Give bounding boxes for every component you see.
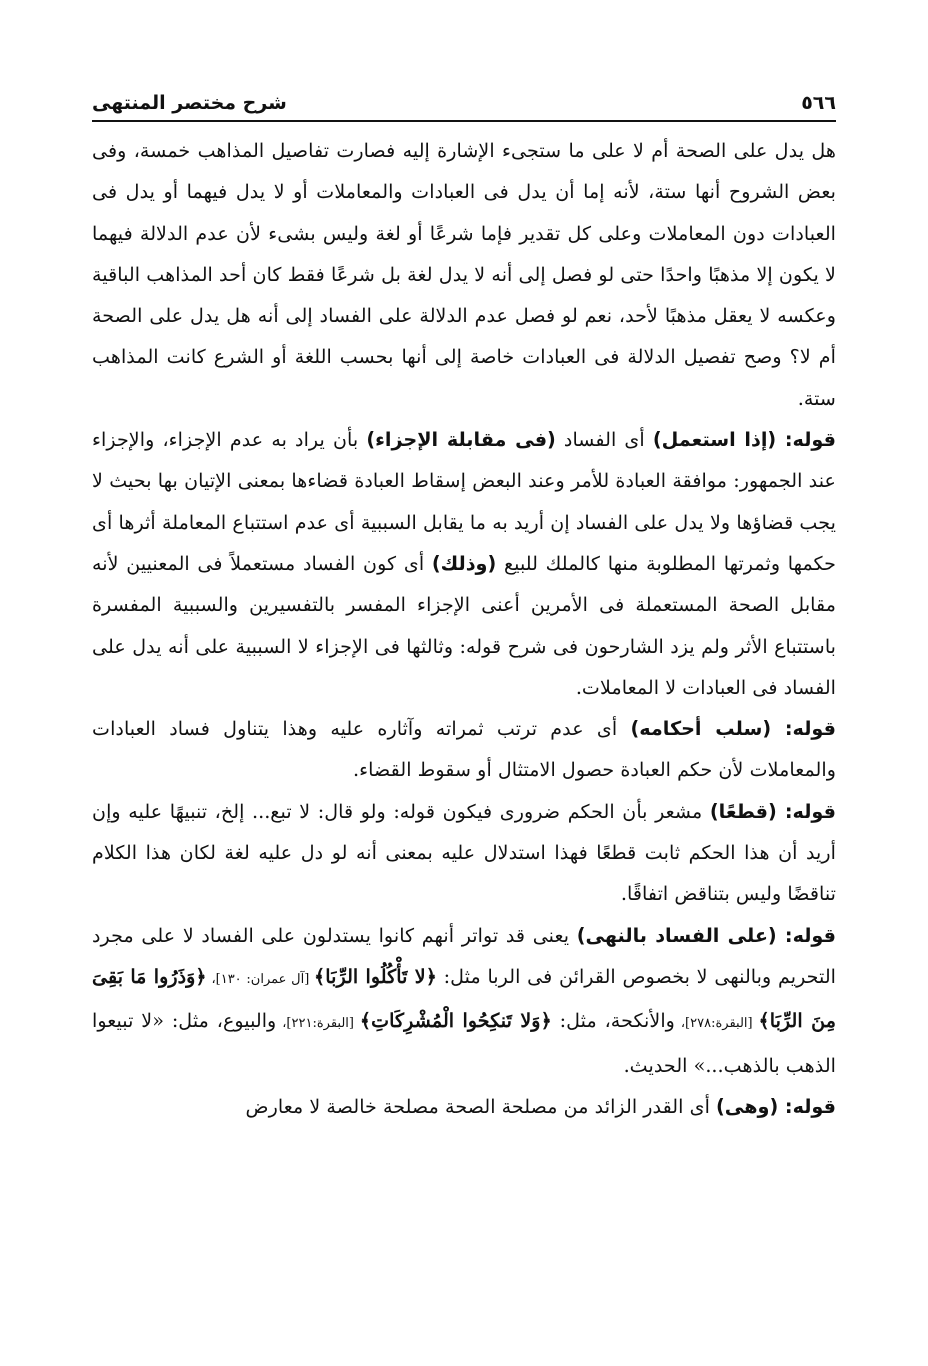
commentary-lemma: قوله: (على الفساد بالنهى) <box>576 923 836 947</box>
commentary-lemma: قوله: (وهى) <box>716 1094 836 1118</box>
running-head <box>92 86 836 114</box>
text-run: والبيوع، مثل: «لا تبيعوا الذهب بالذهب...» الحديث. <box>92 1009 836 1077</box>
paragraph-1 <box>92 130 836 419</box>
text-line: المذاهب ستة. <box>92 345 836 410</box>
body-text <box>92 130 836 1127</box>
text-line: هل يدل على الصحة أم لا على ما ستجىء الإشارة إليه فصارت تفاصيل المذاهب <box>197 139 836 162</box>
header-rule <box>92 120 836 122</box>
text-line: لأحد، نعم لو فصل عدم الدلالة على الفساد إلى أنه هل يدل على الصحة أم لا؟ <box>92 304 836 369</box>
commentary-lemma: قوله: (إذا استعمل) <box>652 428 836 452</box>
text-run: مشعر بأن الحكم ضرورى فيكون قوله: ولو قال: لا تبع... إلخ، تنبيهًا عليه وإن أريد أن هذا الحكم ثابت قطعًا فهذا استدلال عليه بمعنى أنه لو دل عليه لغة لكان هذا الكلام تناقضًا وليس بتناقض اتفاقًا. <box>92 799 836 906</box>
text-run: أى القدر الزائد من مصلحة الصحة مصلحة خالصة لا معارض <box>245 1094 717 1118</box>
text-line: وصح تفصيل الدلالة فى العبادات خاصة إلى أنها بحسب اللغة أو الشرع كانت <box>166 345 782 369</box>
text-line: أنه لا يدل لغة بل شرعًا فقط كان أحد المذاهب الباقية وعكسه لا يعقل مذهبًا <box>92 262 836 328</box>
text-run: والأنكحة، مثل: <box>551 1009 675 1033</box>
text-line: لا يدل فيهما أو يدل فى العبادات دون المعاملات وعلى كل تقدير فإما شرعًا أو لغة <box>92 180 836 245</box>
text-run: أى عدم ترتب ثمراته وآثاره عليه وهذا يتناول فساد العبادات والمعاملات لأن حكم العبادة حصول الامتثال أو سقوط القضاء. <box>92 717 836 782</box>
commentary-lemma: (فى مقابلة الإجزاء) <box>366 428 556 452</box>
commentary-lemma: قوله: (قطعًا) <box>709 799 836 823</box>
quran-quote: ﴿لا تَأْكُلُوا الرِّبَا﴾ <box>314 964 437 988</box>
page-number: ٥٦٦ <box>801 92 836 114</box>
paragraph-5 <box>92 915 836 1086</box>
verse-reference: [آل عمران: ١٣٠]، <box>206 971 315 987</box>
paragraph-4 <box>92 791 836 915</box>
text-run: بأن يراد به عدم الإجزاء، والإجزاء عند الجمهور: موافقة العبادة للأمر وعند البعض إسقاط العبادة قضاءها بمعنى الإتيان بها بحيث لا يجب قضاؤها ولا يدل على الفساد إن أريد به ما يقابل السببية أى عدم استتباع المعاملة أثرها أى حكمها وثمرتها المطلوبة منها كالملك للبيع <box>92 428 837 575</box>
text-line: خمسة، وفى بعض الشروح أنها ستة، لأنه إما أن يدل فى العبادات والمعاملات أو <box>92 139 836 204</box>
verse-reference: [البقرة:٢٢١]، <box>276 1016 360 1032</box>
text-run: أى كون الفساد مستعملاً فى المعنيين لأنه مقابل الصحة المستعملة فى الأمرين أعنى الإجزاء المفسر بالتفسيرين والسببية المفسرة باستتباع الأثر ولم يزد الشارحون فى شرح قوله: وثالثها فى الإجزاء لا السببية على أنه يدل على الفساد فى العبادات لا المعاملات. <box>92 551 836 699</box>
quran-quote: ﴿وَلا تَنكِحُوا الْمُشْرِكَاتِ﴾ <box>359 1009 552 1033</box>
book-title: شرح مختصر المنتهى <box>92 92 287 114</box>
verse-reference: [البقرة:٢٧٨]، <box>674 1016 759 1032</box>
paragraph-3 <box>92 708 836 791</box>
text-run: يعنى قد تواتر أنهم كانوا يستدلون على الفساد لا على مجرد التحريم وبالنهى لا بخصوص القرائن فى الربا مثل: <box>92 923 837 988</box>
text-run: أى الفساد <box>555 428 653 452</box>
commentary-lemma: (وذلك) <box>431 551 497 575</box>
commentary-lemma: قوله: (سلب أحكامه) <box>630 717 836 741</box>
paragraph-6 <box>92 1086 836 1127</box>
paragraph-2 <box>92 419 836 708</box>
quran-quote: ﴿وَذَرُوا مَا بَقِىَ مِنَ الرِّبَا﴾ <box>92 964 837 1033</box>
text-line: وليس بشىء لأن عدم الدلالة فيهما لا يكون إلا مذهبًا واحدًا حتى لو فصل إلى <box>92 221 836 286</box>
